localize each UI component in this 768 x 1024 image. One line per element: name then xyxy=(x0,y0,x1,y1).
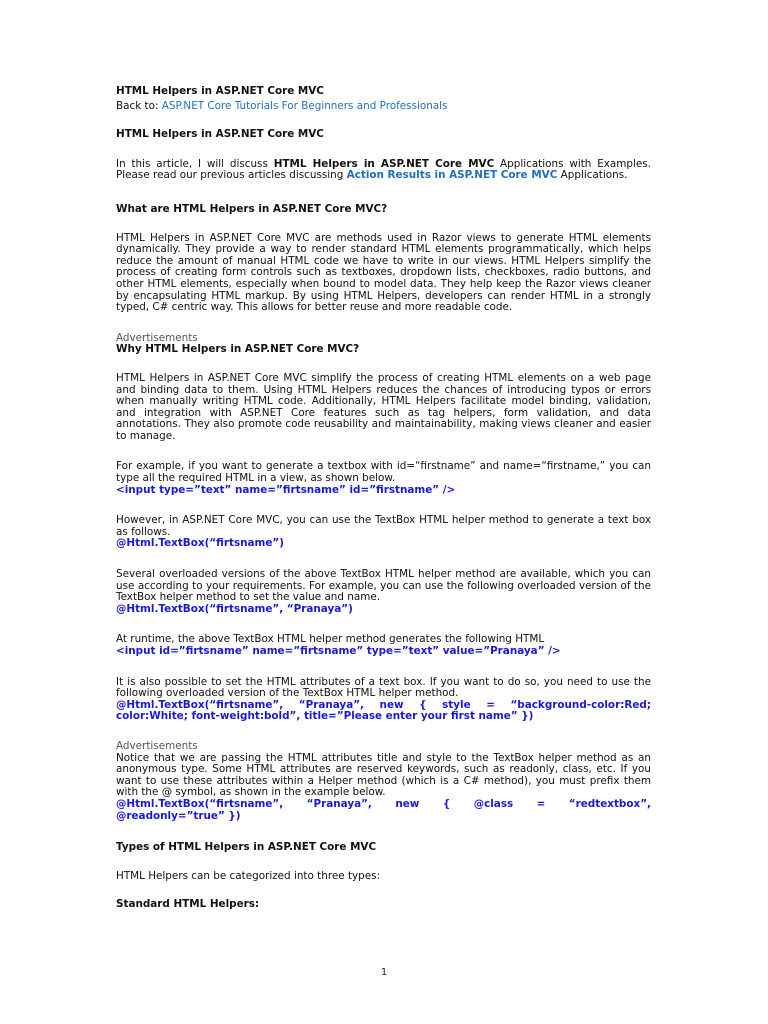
section-heading-main: HTML Helpers in ASP.NET Core MVC xyxy=(116,128,324,141)
document-page xyxy=(116,86,651,911)
example5-text: It is also possible to set the HTML attributes of a text box. If you want to do so, you need to use the following overloaded version of the TextBox HTML helper method. xyxy=(116,675,651,700)
back-to-link[interactable]: ASP.NET Core Tutorials For Beginners and Professionals xyxy=(161,99,448,112)
intro-bold: HTML Helpers in ASP.NET Core MVC xyxy=(273,157,495,170)
action-results-link[interactable]: Action Results in ASP.NET Core MVC xyxy=(346,169,558,182)
why-paragraph: HTML Helpers in ASP.NET Core MVC simplify the process of creating HTML elements on a web page and binding data to them. Using HTML Helpers reduces the chances of introducing typos or errors when manually writing HTML code. Additionally, HTML Helpers facilitate model binding, validation, and integration with ASP.NET Core features such as tag helpers, form validation, and data annotations. They also promote code reusability and maintainability, making views cleaner and easier to manage. xyxy=(116,371,651,442)
example4-text: At runtime, the above TextBox HTML helper method generates the following HTML xyxy=(116,633,545,646)
page-number: 1 xyxy=(380,967,388,978)
example3-code: @Html.TextBox(“firtsname”, “Pranaya”) xyxy=(116,602,353,615)
article-title: HTML Helpers in ASP.NET Core MVC xyxy=(116,85,324,97)
example5-code-line1: @Html.TextBox(“firtsname”, “Pranaya”, new { style = “background-color:Red; xyxy=(116,698,651,711)
example1-code: <input type=”text” name=”firtsname” id=”firstname” /> xyxy=(116,483,456,496)
example6-code-line2: @readonly=”true” }) xyxy=(116,809,241,822)
why-heading: Why HTML Helpers in ASP.NET Core MVC? xyxy=(116,343,360,356)
example5-code-line2: color:White; font-weight:bold”, title=”Please enter your first name” }) xyxy=(116,710,534,723)
back-to-line xyxy=(116,101,651,113)
example2-code: @Html.TextBox(“firtsname”) xyxy=(116,537,284,550)
advertisement-label-2: Advertisements xyxy=(116,739,198,752)
what-heading: What are HTML Helpers in ASP.NET Core MVC? xyxy=(116,202,388,215)
types-text: HTML Helpers can be categorized into three types: xyxy=(116,869,381,882)
intro-text-3: Applications. xyxy=(557,169,628,182)
example3-text: Several overloaded versions of the above TextBox HTML helper method are available, which you can use according to your requirements. For example, you can use the following overloaded version of the TextBox helper method to set the value and name. xyxy=(116,568,651,604)
intro-text-1: In this article, I will discuss xyxy=(116,157,274,170)
intro-text-2: Applications with Examples. Please read our previous articles discussing xyxy=(116,157,651,182)
example2-text: However, in ASP.NET Core MVC, you can use the TextBox HTML helper method to generate a text box as follows. xyxy=(116,514,651,538)
what-paragraph: HTML Helpers in ASP.NET Core MVC are methods used in Razor views to generate HTML elements dynamically. They provide a way to render standard HTML elements programmatically, which helps reduce the amount of manual HTML code we have to write in our views. HTML Helpers simplify the process of creating form controls such as textboxes, dropdown lists, checkboxes, radio buttons, and other HTML elements, especially when bound to model data. They help keep the Razor views cleaner by encapsulating HTML markup. By using HTML Helpers, developers can render HTML in a strongly typed, C# centric way. This allows for better reuse and more readable code. xyxy=(116,231,651,314)
advertisement-label: Advertisements xyxy=(116,331,198,344)
example4-code: <input id=”firtsname” name=”firtsname” type=”text” value=”Pranaya” /> xyxy=(116,645,561,657)
back-to-label: Back to: xyxy=(116,99,162,112)
example6-code-line1: @Html.TextBox(“firtsname”, “Pranaya”, new { @class = “redtextbox”, xyxy=(116,797,651,810)
example6-text: Notice that we are passing the HTML attributes title and style to the TextBox helper method as an anonymous type. Some HTML attributes are reserved keywords, such as readonly, class, etc. If you want to use these attributes within a Helper method (which is a C# method), you must prefix them with the @ symbol, as shown in the example below. xyxy=(116,751,651,799)
types-heading: Types of HTML Helpers in ASP.NET Core MVC xyxy=(116,841,377,854)
standard-helpers-heading: Standard HTML Helpers: xyxy=(116,898,260,911)
example1-text: For example, if you want to generate a textbox with id=“firstname” and name=“firstname,” you can type all the required HTML in a view, as shown below. xyxy=(116,460,651,485)
intro-paragraph xyxy=(116,159,651,182)
